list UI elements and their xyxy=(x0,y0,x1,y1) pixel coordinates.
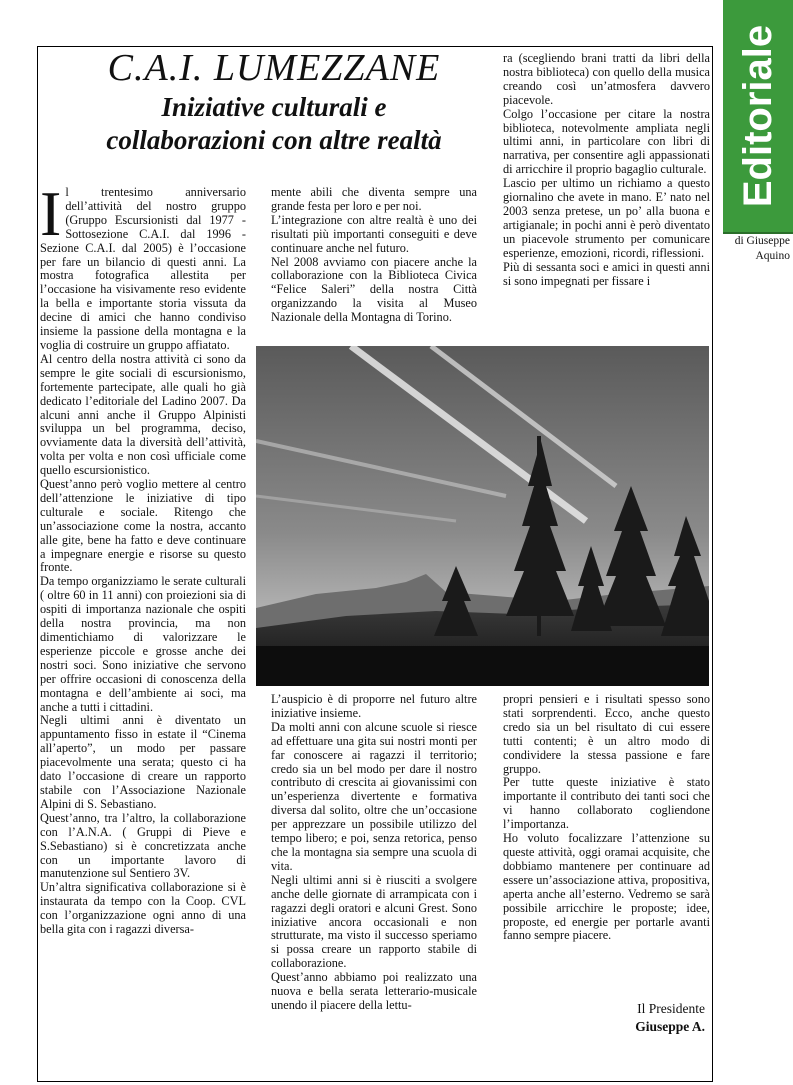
article-column-3 xyxy=(503,52,710,340)
paragraph: Colgo l’occasione per citare la nostra biblioteca, notevolmente ampliata negli ultimi anni, in particolare con libri di narrativa, per consentire agli appassionati di arricchire il proprio bagaglio culturale. xyxy=(503,106,710,177)
paragraph: mente abili che diventa sempre una grande festa per loro e per noi. xyxy=(271,185,477,213)
paragraph: Quest’anno abbiamo poi realizzato una nuova e bella serata letterario-musicale unendo il piacere della lettu- xyxy=(271,970,477,1012)
paragraph: Quest’anno però voglio mettere al centro dell’attenzione le iniziative di tipo culturale e sociale. Ritengo che un’associazione come la nostra, accanto alle gite, bene ha fatto e deve continuare a impegnare energie e risorse su questo fronte. xyxy=(40,477,246,575)
paragraph: Un’altra significativa collaborazione si è instaurata da tempo con la Coop. CVL con l’organizzazione ogni anno di una bella gita con i ragazzi diversa- xyxy=(40,880,246,937)
paragraph: Ho voluto focalizzare l’attenzione su queste attività, oggi oramai acquisite, che dobbiamo mantenere per continuare ad essere un’associazione attiva, propositiva, aperta anche all’esterno. Vedremo se sarà possibile arricchire le proposte; idee, proposte, ed energie per portarle avanti fanno sempre piacere. xyxy=(503,831,710,943)
paragraph: Negli ultimi anni si è riusciti a svolgere anche delle giornate di arrampicata con i ragazzi degli oratori e alcuni Grest. Sono iniziative ancora occasionali e non strutturate, ma visto il successo speriamo si possa creare un rapporto stabile di collaborazione. xyxy=(271,872,477,971)
paragraph: Al centro della nostra attività ci sono da sempre le gite sociali di escursionismo, fortemente partecipate, alle quali ho già dedicato l’editoriale del Ladino 2007. Da alcuni anni anche il Gruppo Alpinisti sviluppa un bel programma, deciso, ovviamente data la diversità dell’attività, volta per volta e non così ufficiale come quello escursionistico. xyxy=(40,351,246,478)
subtitle-line-1: Iniziative culturali e xyxy=(161,92,387,122)
page-title: C.A.I. LUMEZZANE xyxy=(107,47,441,89)
paragraph: Negli ultimi anni è diventato un appuntamento fisso in estate il “Cinema all’aperto”, un modo per passare piacevolmente una serata; questo ci ha dato l’occasione di creare un rapporto stabile con l’Associazione Nazionale Alpini di S. Sebastiano. xyxy=(40,713,246,811)
paragraph: Per tutte queste iniziative è stato importante il contributo dei tanti soci che vi hanno collaborato cogliendone l’importanza. xyxy=(503,775,710,832)
article-column-4 xyxy=(271,693,477,1081)
signature-name: Giuseppe A. xyxy=(635,1019,705,1034)
paragraph: Lascio per ultimo un richiamo a questo giornalino che avete in mano. E’ nato nel 2003 senza pretese, un po’ alla buona e artigianale; in pochi anni è però diventato un piacevole strumento per comunicare esperienze, emozioni, ricordi, riflessioni. xyxy=(503,176,710,260)
paragraph: propri pensieri e i risultati spesso sono stati sorprendenti. Ecco, anche questo credo sia un bel risultato di cui essere tutti contenti; è un altro modo di condividere la stessa passione e fare gruppo. xyxy=(503,692,710,776)
signature-block xyxy=(585,1000,705,1036)
byline-line2: Aquino xyxy=(755,250,790,262)
section-tab-label: Editoriale xyxy=(735,24,780,208)
drop-cap: I xyxy=(40,178,62,249)
paragraph: Nel 2008 avviamo con piacere anche la collaborazione con la Biblioteca Civica “Felice Saleri” della nostra Città organizzando la visita al Museo Nazionale della Montagna di Torino. xyxy=(271,254,477,325)
paragraph: Da molti anni con alcune scuole si riesce ad effettuare una gita sui nostri monti per far conoscere ai ragazzi il territorio; credo sia un bel modo per dare il nostro contributo di crescita ai giovanissimi con un’esperienza divertente e formativa diversa dal solito, oltre che un’occasione per apprezzare un possibile utilizzo del tempo libero; e poi, senza retorica, penso che la montagna sia sempre una scuola di vita. xyxy=(271,719,477,873)
author-byline xyxy=(718,234,790,264)
signature-role: Il Presidente xyxy=(637,1001,705,1016)
paragraph: Più di sessanta soci e amici in questi anni si sono impegnati per fissare i xyxy=(503,259,710,288)
headline-block xyxy=(40,46,508,156)
byline-line1: di Giuseppe xyxy=(734,235,790,247)
article-column-2 xyxy=(271,186,477,338)
section-tab xyxy=(723,0,793,234)
paragraph: L’auspicio è di proporre nel futuro altre iniziative insieme. xyxy=(271,692,477,720)
subtitle-line-2: collaborazioni con altre realtà xyxy=(106,125,442,155)
paragraph: Quest’anno, tra l’altro, la collaborazione con l’A.N.A. ( Gruppi di Pieve e S.Sebastiano) si è concretizzata anche con un importante lavoro di manutenzione sul Sentiero 3V. xyxy=(40,810,246,881)
paragraph: Da tempo organizziamo le serate culturali ( oltre 60 in 11 anni) con proiezioni sia di ospiti di importanza nazionale che ospiti della nostra provincia, ma non dimentichiamo di valorizzare le esperienze piccole e grosse anche dei nostri soci. Sono iniziative che servono per offrire occasioni di conoscenza della montagna e dell’ambiente ai soci, ma anche a tutti i cittadini. xyxy=(40,574,246,714)
paragraph: ra (scegliendo brani tratti da libri della nostra biblioteca) con quello della musica creando così un’atmosfera davvero piacevole. xyxy=(503,51,710,107)
paragraph: l trentesimo anniversario dell’attività del nostro gruppo (Gruppo Escursionisti dal 1977 - Sottosezione C.A.I. dal 1996 - Sezione C.A.I. dal 2005) è l’occasione per fare un bilancio di questi anni. La mostra fotografica allestita per l’occasione ha visivamente reso evidente la bella e importante storia vissuta da decine di amici che hanno condiviso insieme la passione della montagna e la voglia di costruire un gruppo affiatato. xyxy=(40,185,246,352)
article-column-1 xyxy=(40,178,246,1076)
mountain-landscape-photo xyxy=(256,346,709,686)
paragraph: L’integrazione con altre realtà è uno dei risultati più importanti conseguiti e deve continuare anche nel futuro. xyxy=(271,212,477,255)
article-column-5 xyxy=(503,693,710,993)
